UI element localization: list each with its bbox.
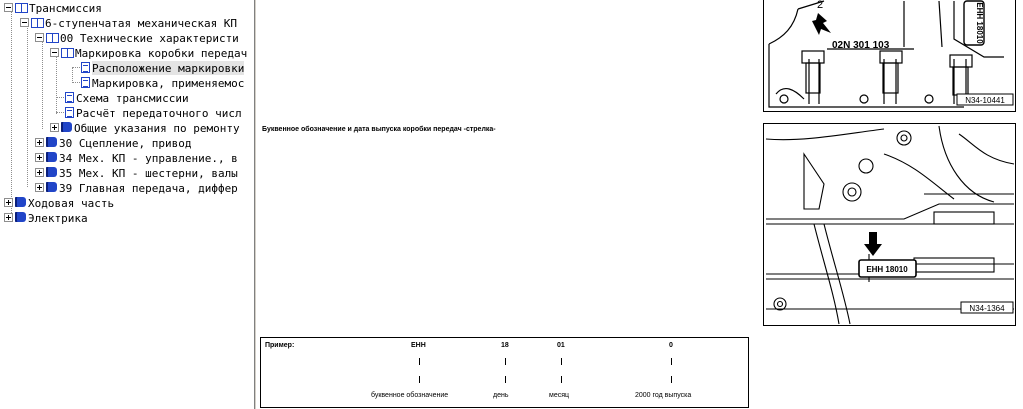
tree-item-label: Маркировка, применяемос <box>92 76 245 90</box>
tree-item-label: Маркировка коробки передач <box>75 46 248 60</box>
tree-item-transmission-scheme[interactable] <box>65 90 252 105</box>
example-value-year: 0 <box>669 342 673 349</box>
caption-day: день <box>493 392 509 399</box>
tree-item-gearbox-marking[interactable] <box>50 45 252 60</box>
figure-gearbox-stamp-location <box>763 123 1016 326</box>
tree-item-label: 6-ступенчатая механическая КП <box>45 16 238 30</box>
tree-item-label: Схема трансмиссии <box>76 91 189 105</box>
connector-tick <box>561 376 562 383</box>
tree-item-gears-shafts[interactable] <box>35 165 252 180</box>
expand-icon[interactable] <box>4 213 13 222</box>
tree-item-marking-applied[interactable] <box>81 75 252 90</box>
arrow-pointer-icon <box>812 13 831 35</box>
caption-letter-code: буквенное обозначение <box>371 392 449 399</box>
expand-icon[interactable] <box>4 198 13 207</box>
tree-item-label: 34 Мех. КП - управление., в <box>59 151 238 165</box>
tree-item-label: Общие указания по ремонту <box>74 121 240 135</box>
tree-item-label: 39 Главная передача, диффер <box>59 181 238 195</box>
open-book-icon <box>61 47 73 57</box>
tree-item-transmission[interactable] <box>4 0 252 15</box>
gearbox-housing-drawing <box>764 0 1016 112</box>
document-icon <box>65 107 74 118</box>
expand-icon[interactable] <box>35 138 44 147</box>
connector-tick <box>419 376 420 383</box>
caption-month: месяц <box>549 392 570 399</box>
document-icon <box>65 92 74 103</box>
closed-book-icon <box>61 122 72 132</box>
closed-book-icon <box>15 197 26 207</box>
expand-icon[interactable] <box>35 183 44 192</box>
example-value-day: 18 <box>501 342 509 349</box>
document-icon <box>81 77 90 88</box>
connector-tick <box>505 358 506 365</box>
connector-tick <box>671 376 672 383</box>
figure-gearbox-part-number <box>763 0 1016 112</box>
callout-number: 2 <box>817 0 824 11</box>
content-pane <box>256 0 1023 409</box>
tree-item-label: Ходовая часть <box>28 196 115 210</box>
expand-icon[interactable] <box>35 153 44 162</box>
tree-item-marking-location[interactable] <box>81 60 252 75</box>
closed-book-icon <box>46 167 57 177</box>
expand-icon[interactable] <box>35 168 44 177</box>
closed-book-icon <box>46 137 57 147</box>
figure-id: N34-10441 <box>965 96 1005 105</box>
figure-id: N34-1364 <box>969 304 1005 313</box>
example-value-month: 01 <box>557 342 565 349</box>
stamp-label: EHH 18010 <box>975 2 984 44</box>
description-text: Буквенное обозначение и дата выпуска коробки передач -стрелка- <box>262 126 496 133</box>
tree-item-6-speed-gearbox[interactable] <box>20 15 252 30</box>
example-heading: Пример: <box>265 342 295 349</box>
caption-year: 2000 год выпуска <box>635 392 692 399</box>
example-value-code: EHH <box>411 342 426 349</box>
collapse-icon[interactable] <box>50 48 59 57</box>
closed-book-icon <box>15 212 26 222</box>
tree-item-label: Расположение маркировки <box>92 61 245 75</box>
tree-item-gear-ratio-calc[interactable] <box>65 105 252 120</box>
tree-item-label: Трансмиссия <box>29 1 102 15</box>
tree-item-electrics[interactable] <box>4 210 252 225</box>
tree-item-label: Расчёт передаточного числ <box>76 106 242 120</box>
tree-item-label: 00 Технические характеристи <box>60 31 239 45</box>
tree-item-label: 30 Сцепление, привод <box>59 136 192 150</box>
arrow-pointer-icon <box>864 232 882 256</box>
stamp-label: EHH 18010 <box>866 265 908 274</box>
document-icon <box>81 62 90 73</box>
tree-item-chassis[interactable] <box>4 195 252 210</box>
gearbox-assembly-drawing <box>764 124 1016 326</box>
tree-item-label: 35 Мех. КП - шестерни, валы <box>59 166 238 180</box>
tree-item-clutch[interactable] <box>35 135 252 150</box>
connector-tick <box>505 376 506 383</box>
collapse-icon[interactable] <box>4 3 13 12</box>
tree-item-tech-specs[interactable] <box>35 30 252 45</box>
expand-icon[interactable] <box>50 123 59 132</box>
part-number-label: 02N 301 103 <box>832 40 890 51</box>
tree-item-final-drive[interactable] <box>35 180 252 195</box>
closed-book-icon <box>46 182 57 192</box>
example-table <box>260 337 749 408</box>
connector-tick <box>561 358 562 365</box>
open-book-icon <box>15 2 27 12</box>
open-book-icon <box>31 17 43 27</box>
collapse-icon[interactable] <box>35 33 44 42</box>
connector-tick <box>419 358 420 365</box>
connector-tick <box>671 358 672 365</box>
open-book-icon <box>46 32 58 42</box>
tree-item-repair-notes[interactable] <box>50 120 252 135</box>
tree-item-label: Электрика <box>28 211 88 225</box>
collapse-icon[interactable] <box>20 18 29 27</box>
navigation-tree[interactable] <box>0 0 252 409</box>
tree-item-gearbox-control[interactable] <box>35 150 252 165</box>
closed-book-icon <box>46 152 57 162</box>
